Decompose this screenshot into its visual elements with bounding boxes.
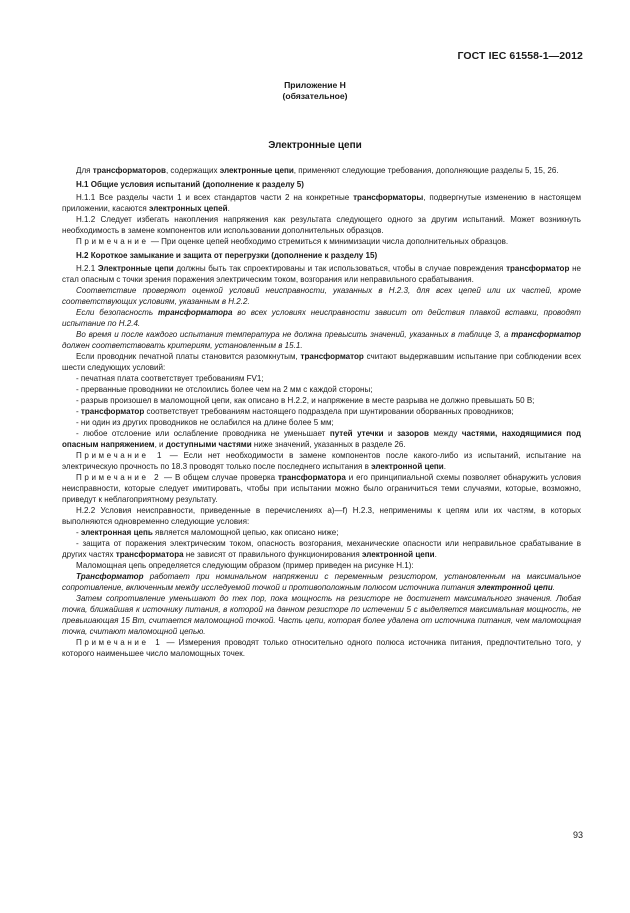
list-item: - прерванные проводники не отслоились более чем на 2 мм с каждой стороны; bbox=[76, 385, 373, 394]
list-item: - любое отслоение или ослабление проводника не уменьшает путей утечки и зазоров между частями, находящимися под опасным напряжением, и доступными частями ниже значений, указанных в разделе 26. bbox=[62, 429, 581, 449]
list-item: - трансформатор соответствует требованиям настоящего подраздела при шунтировании оборванных проводников; bbox=[76, 407, 514, 416]
low-power-point-paragraph: Затем сопротивление уменьшают до тех пор, пока мощность на резисторе не достигнет максимального значения. Любая точка, ближайшая к источнику питания, в которой на данном резисторе по истечении 5 с выделяется максимальная мощность, не превышающая 15 Вт, считается маломощной точкой. Часть цепи, которая более удалена от источника питания, чем маломощная точка, считают маломощной цепью. bbox=[62, 594, 581, 636]
note-3: Примечание 2 — В общем случае проверка трансформатора и его принципиальной схемы позволяет обнаружить условия неисправности, которые следует имитировать, чтобы при испытании можно было ограничиться теми случаями, которые, возможно, приведут к неблагоприятному результату. bbox=[62, 473, 581, 504]
document-body bbox=[62, 165, 581, 659]
note-4: Примечание 1 — Измерения проводят только относительно одного полюса источника питания, предпочтительно того, у которого наименьшее число маломощных точек. bbox=[62, 638, 581, 658]
fuse-paragraph: Если безопасность трансформатора во всех условиях неисправности зависит от действия плавкой вставки, проводят испытание по Н.2.4. bbox=[62, 308, 581, 328]
temperature-paragraph: Во время и после каждого испытания температура не должна превысить значений, указанных в таблице 3, а трансформатор должен соответствовать критериям, установленным в 15.1. bbox=[62, 330, 581, 350]
standard-header: ГОСТ IEC 61558-1—2012 bbox=[457, 50, 583, 62]
subsection-heading-h2: Н.2 Короткое замыкание и защита от перегрузки (дополнение к разделу 15) bbox=[76, 251, 378, 260]
note-2: Примечание 1 — Если нет необходимости в замене компонентов после какого-либо из испытаний, испытание на электрическую прочность по 18.3 проводят только после последнего испытания в электронной цепи. bbox=[62, 451, 581, 471]
pcb-paragraph: Если проводник печатной платы становится разомкнутым, трансформатор считают выдержавшим испытание при соблюдении всех шести следующих условий: bbox=[62, 352, 582, 372]
paragraph-h-1-1: Н.1.1 Все разделы части 1 и всех стандартов части 2 на конкретные трансформаторы, подвергнутые изменению в настоящем приложении, касаются электронных цепей. bbox=[62, 193, 582, 213]
annex-title: Приложение Н bbox=[284, 80, 346, 90]
annex-status: (обязательное) bbox=[282, 91, 348, 101]
subsection-heading-h1: Н.1 Общие условия испытаний (дополнение к разделу 5) bbox=[76, 180, 304, 189]
note-1: Примечание — При оценке цепей необходимо стремиться к минимизации числа дополнительных образцов. bbox=[76, 237, 509, 246]
low-power-procedure: Трансформатор работает при номинальном напряжении с переменным резистором, установленным на максимальное сопротивление, включенным между исследуемой точкой и противоположным полюсом источника питания электронной цепи. bbox=[62, 572, 581, 592]
paragraph-h-1-2: Н.1.2 Следует избегать накопления напряжения как результата следующего одного за другим испытаний. Может возникнуть необходимость в замене компонентов или использовании дополнительных образцов. bbox=[62, 215, 581, 235]
intro-paragraph: Для трансформаторов, содержащих электронные цепи, применяют следующие требования, дополняющие разделы 5, 15, 26. bbox=[76, 166, 559, 175]
page-number: 93 bbox=[572, 830, 583, 840]
list-item: - ни один из других проводников не ослабился на длине более 5 мм; bbox=[76, 418, 334, 427]
list-item: - защита от поражения электрическим током, опасность возгорания, механические опасности или неправильное срабатывание в других частях трансформатора не зависят от правильного функционирования электронной цепи. bbox=[62, 539, 581, 559]
annex-heading bbox=[0, 80, 630, 102]
compliance-paragraph: Соответствие проверяют оценкой условий неисправности, указанных в Н.2.3, для всех цепей или их частей, кроме соответствующих условиям, указанным в Н.2.2. bbox=[62, 286, 581, 306]
paragraph-h-2-2: Н.2.2 Условия неисправности, приведенные в перечислениях а)—f) Н.2.3, неприменимы к цепям или их частям, в которых выполняются одновременно следующие условия: bbox=[62, 506, 581, 526]
list-item: - электронная цепь является маломощной цепью, как описано ниже; bbox=[76, 528, 339, 537]
list-item: - разрыв произошел в маломощной цепи, как описано в Н.2.2, и напряжение в месте разрыва не должно превышать 50 В; bbox=[76, 396, 535, 405]
section-title: Электронные цепи bbox=[268, 140, 362, 151]
paragraph-h-2-1: Н.2.1 Электронные цепи должны быть так спроектированы и так использоваться, чтобы в случае повреждения трансформатор не стал опасным с точки зрения поражения электрическим током, возгорания или неправильного срабатывания. bbox=[62, 264, 581, 284]
list-item: - печатная плата соответствует требованиям FV1; bbox=[76, 374, 264, 383]
low-power-definition: Маломощная цепь определяется следующим образом (пример приведен на рисунке Н.1): bbox=[76, 561, 414, 570]
